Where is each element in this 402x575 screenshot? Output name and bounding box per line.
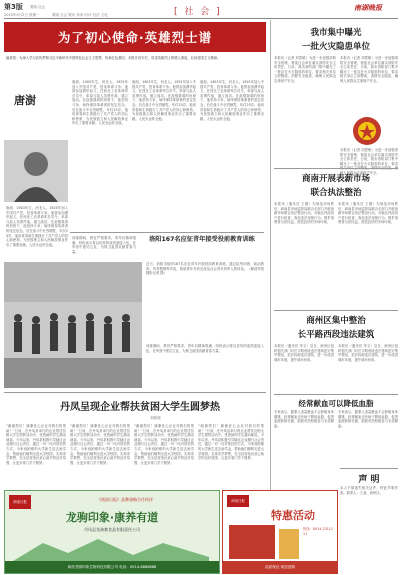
dan-body-col3: “谢谢您们！谢谢爱心企业对我们的帮助！”日前，在丹凤县举行的企业帮扶贫困大学生圆梦活动中，受资助的学生激动地说。今年以来，丹凤县积极引导辖区企业履行社会责任，通过一对一结对帮扶的方式，为家庭困难的大学新生送去助学金，帮助他们顺利走进大学校园，实现求学梦想，在全县营造出爱心助学的良好氛围，让更多寒门学子圆梦。	[134, 424, 194, 465]
portrait-photo	[4, 140, 68, 202]
ad-right-footer: 品质保证 欢迎选购	[223, 561, 337, 573]
article2-body-col1: 本报讯（通讯员 王健）为规范市场秩序，商南县市场监管局联合多部门开展表薪市场联合执法整治行动，对辖区内经营户进行检查，查处违法违规行为，维护消费者合法权益，营造良好的市场环境。	[274, 202, 334, 225]
training-caption: 近日，洛阳市组织167名应征青年开展役前教育训练，通过队列训练、政治教育、内务整理等内容，帮助青年尽快完成从社会青年到军人的转变。（解放军报 摄影记者 摄）	[146, 262, 264, 276]
feature-body-col1: 唐澍，1903年生，河北人。1925年加入中国共产党，投身革命斗争。他曾参加渭华起义，任西北工农革命军总司令，率部与敌人英勇作战，屡立战功。在敌强我弱的形势下，他坚持斗争，始终保持革命者的坚定信念。后在战斗中壮烈牺牲，年仅25岁。他用青春和生命践行了共产党人的初心和使命，为民族独立和人民解放事业作出了重要贡献。人民永远怀念他。	[72, 80, 128, 126]
article3-body-col2: 本报讯（通讯员 李文）近日，商州区组织相关部门对长平路西段违法建筑进行集中整治，依法拆除违法建筑，进一步改善城市环境，提升城市形象。	[338, 344, 398, 362]
divider	[4, 392, 266, 393]
nav-item[interactable]: 时评	[84, 13, 92, 17]
divider	[70, 232, 264, 233]
ad-left-footer: 商洛龙驹印象生物科技有限公司 电话：0914-8888888	[5, 561, 219, 573]
notice-body: 本人不慎遗失相关证件，特此声明作废。联系人：王某，商州区。	[340, 486, 398, 495]
article3-body-col1: 本报讯（通讯员 李文）近日，商州区组织相关部门对长平路西段违法建筑进行集中整治，依法拆除违法建筑，进一步改善城市环境，提升城市形象。	[274, 344, 334, 362]
page-subtitle: 要闻·社会	[30, 5, 46, 9]
training-photo-icon	[4, 262, 142, 388]
dan-byline: 刘新瑞	[150, 416, 161, 420]
dan-body-col1: “谢谢您们！谢谢爱心企业对我们的帮助！”日前，在丹凤县举行的企业帮扶贫困大学生圆梦活动中，受资助的学生激动地说。今年以来，丹凤县积极引导辖区企业履行社会责任，通过一对一结对帮扶的方式，为家庭困难的大学新生送去助学金，帮助他们顺利走进大学校园，实现求学梦想，在全县营造出爱心助学的良好氛围，让更多寒门学子圆梦。	[6, 424, 66, 465]
article3-subtitle: 长平路西段违法建筑	[297, 330, 375, 340]
feature-body-col0: 唐澍，1903年生，河北人。1925年加入中国共产党，投身革命斗争。他曾参加渭华起义，任西北工农革命军总司令，率部与敌人英勇作战，屡立战功。在敌强我弱的形势下，他坚持斗争，始终保持革命者的坚定信念。后在战斗中壮烈牺牲，年仅25岁。他用青春和生命践行了共产党人的初心和使命，为民族独立和人民解放事业作出了重要贡献。人民永远怀念他。	[6, 206, 68, 247]
ad-right[interactable]	[222, 490, 338, 574]
article4-title: 经常献血可以降低血脂	[298, 399, 374, 408]
notice-title: 声 明	[358, 475, 380, 485]
divider	[274, 168, 398, 169]
product-bottle-icon	[279, 529, 299, 559]
ad-right-tag: 商洛日报	[227, 495, 249, 507]
nav-item[interactable]: 文化	[100, 13, 108, 17]
feature-body-col2: 唐澍，1903年生，河北人。1925年加入中国共产党，投身革命斗争。他曾参加渭华起义，任西北工农革命军总司令，率部与敌人英勇作战，屡立战功。在敌强我弱的形势下，他坚持斗争，始终保持革命者的坚定信念。后在战斗中壮烈牺牲，年仅25岁。他用青春和生命践行了共产党人的初心和使命，为民族独立和人民解放事业作出了重要贡献。人民永远怀念他。	[132, 80, 196, 121]
ad-right-title: 特惠活动	[271, 509, 315, 522]
article1-body-col2: 本报讯（记者 刘思敏）为进一步加强消防安全管理，督促社会单位落实消防安全主体责任，日前，我市消防部门集中曝光了一批存在火灾隐患的单位，要求相关单位立即整改，消除安全隐患，确保人民群众生命财产安全。	[340, 56, 398, 83]
fire-emblem-icon	[352, 116, 382, 146]
training-body-2: 训练期间，教官严格要求，青年们精神饱满，纷纷表示将以优异的成绩迎接入伍，在军营中建功立业，为保卫祖国贡献青春力量。	[146, 344, 264, 353]
page-number: 第3版	[4, 3, 23, 11]
ad-right-subtitle: 热线：0914-2311111	[303, 527, 333, 536]
training-photo	[4, 262, 142, 388]
column-divider	[270, 20, 271, 490]
ad-left-tag: 商洛日报	[9, 495, 31, 509]
dan-body-col2: “谢谢您们！谢谢爱心企业对我们的帮助！”日前，在丹凤县举行的企业帮扶贫困大学生圆梦活动中，受资助的学生激动地说。今年以来，丹凤县积极引导辖区企业履行社会责任，通过一对一结对帮扶的方式，为家庭困难的大学新生送去助学金，帮助他们顺利走进大学校园，实现求学梦想，在全县营造出爱心助学的良好氛围，让更多寒门学子圆梦。	[70, 424, 130, 465]
section-title: [ 社 会 ]	[174, 7, 222, 17]
ad-left-subtitle: 《商洛日报》品牌战略合作伙伴	[97, 497, 153, 502]
nav-item[interactable]: 社会	[60, 13, 68, 17]
feature-intro: 编者按：为深入学习宣传贯彻习近平新时代中国特色社会主义思想，传承红色基因，本报开设专栏，讲述英雄烈士的感人事迹，弘扬爱国主义精神。	[6, 56, 221, 60]
portrait-icon	[4, 140, 68, 202]
dan-title: 丹凤呈现企业帮扶贫困大学生圆梦热	[60, 402, 220, 413]
feature-name: 唐澍	[14, 94, 36, 107]
nav-item[interactable]: 要闻	[52, 13, 59, 17]
page-date: 2019年9月2日 星期一	[4, 13, 40, 17]
ad-left-title: 龙驹印象·康养有道	[65, 511, 159, 524]
divider	[340, 468, 398, 469]
feature-body-col3: 唐澍，1903年生，河北人。1925年加入中国共产党，投身革命斗争。他曾参加渭华起义，任西北工农革命军总司令，率部与敌人英勇作战，屡立战功。在敌强我弱的形势下，他坚持斗争，始终保持革命者的坚定信念。后在战斗中壮烈牺牲，年仅25岁。他用青春和生命践行了共产党人的初心和使命，为民族独立和人民解放事业作出了重要贡献。人民永远怀念他。	[200, 80, 264, 121]
training-body: 训练期间，教官严格要求，青年们精神饱满，纷纷表示将以优异的成绩迎接入伍，在军营中建功立业，为保卫祖国贡献青春力量。	[72, 236, 136, 254]
article1-title: 我市集中曝光	[310, 28, 362, 38]
newspaper-logo: 南湖晚报	[354, 4, 382, 12]
article2-body-col2: 本报讯（通讯员 王健）为规范市场秩序，商南县市场监管局联合多部门开展表薪市场联合执法整治行动，对辖区内经营户进行检查，查处违法违规行为，维护消费者合法权益，营造良好的市场环境。	[338, 202, 398, 225]
feature-banner	[4, 22, 266, 52]
divider	[274, 394, 398, 395]
nav-item[interactable]: 体育	[76, 13, 84, 17]
article1-body-col3: 本报讯（记者 刘思敏）为进一步加强消防安全管理，督促社会单位落实消防安全主体责任，日前，我市消防部门集中曝光了一批存在火灾隐患的单位，要求相关单位立即整改，消除安全隐患，确保人民群众生命财产安全。	[340, 148, 398, 175]
ad-left[interactable]	[4, 490, 220, 574]
article4-body-col2: 专家表示，健康人适量献血不会影响身体健康，经常献血还有助于降低血脂，促进血液新陈代谢，鼓励市民积极参与无偿献血。	[338, 410, 398, 428]
dan-body-col4: “谢谢您们！谢谢爱心企业对我们的帮助！”日前，在丹凤县举行的企业帮扶贫困大学生圆梦活动中，受资助的学生激动地说。今年以来，丹凤县积极引导辖区企业履行社会责任，通过一对一结对帮扶的方式，为家庭困难的大学新生送去助学金，帮助他们顺利走进大学校园，实现求学梦想，在全县营造出爱心助学的良好氛围，让更多寒门学子圆梦。	[198, 424, 264, 461]
nav-item[interactable]: 娱乐	[68, 13, 76, 17]
article1-body-col1: 本报讯（记者 刘思敏）为进一步加强消防安全管理，督促社会单位落实消防安全主体责任，日前，我市消防部门集中曝光了一批存在火灾隐患的单位，要求相关单位立即整改，消除安全隐患，确保人民群众生命财产安全。	[274, 56, 336, 83]
ad-left-line: 丹凤县龙驹寨食品有限责任公司	[84, 527, 140, 532]
nav-list	[52, 13, 108, 18]
ad-left-landscape-icon	[13, 535, 209, 561]
product-box-icon	[229, 525, 275, 559]
nav-item[interactable]: 经济	[92, 13, 100, 17]
training-title: 洛阳167名应征青年接受役前教育训练	[149, 236, 255, 243]
article2-subtitle: 联合执法整治	[310, 188, 362, 198]
page-header	[4, 2, 398, 19]
article3-title: 商州区集中整治	[306, 316, 366, 326]
feature-banner-text: 为了初心使命·英雄烈士谱	[57, 30, 213, 45]
article1-subtitle: 一批火灾隐患单位	[301, 42, 370, 52]
article2-title: 商南开展表薪市场	[301, 174, 370, 184]
divider	[274, 310, 398, 311]
article4-body-col1: 专家表示，健康人适量献血不会影响身体健康，经常献血还有助于降低血脂，促进血液新陈代谢，鼓励市民积极参与无偿献血。	[274, 410, 334, 428]
